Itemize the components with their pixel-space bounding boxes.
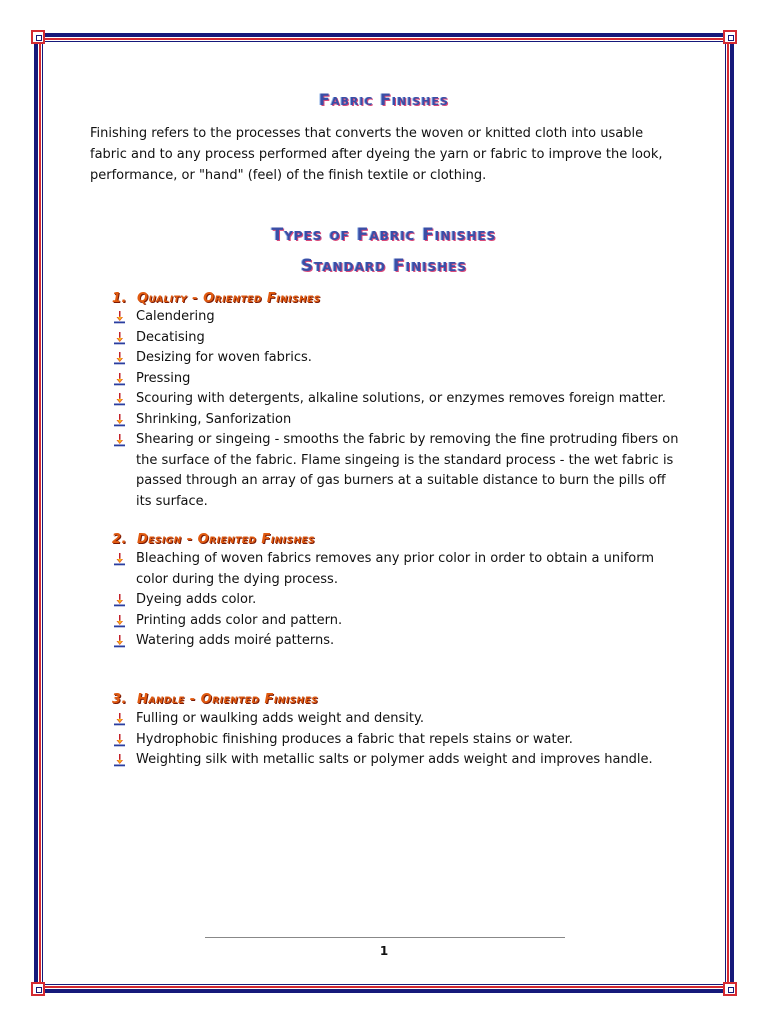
arrow-down-bullet-icon bbox=[113, 754, 126, 767]
arrow-down-bullet-icon bbox=[113, 713, 126, 726]
design-finishes-list bbox=[112, 549, 682, 652]
list-item: Dyeing adds color. bbox=[112, 590, 682, 611]
list-item: Hydrophobic finishing produces a fabric that repels stains or water. bbox=[112, 730, 682, 751]
page-number: 1 bbox=[379, 944, 389, 958]
section-number: 1. bbox=[112, 291, 127, 306]
arrow-down-bullet-icon bbox=[113, 734, 126, 747]
quality-finishes-list bbox=[112, 307, 682, 512]
list-item: Calendering bbox=[112, 307, 682, 328]
list-item: Shearing or singeing - smooths the fabric by removing the fine protruding fibers on the surface of the fabric. Flame singeing is the standard process - the wet fabric is passed through an array of gas burners at a suitable distance to burn the pills off its surface. bbox=[112, 430, 682, 512]
corner-ornament-top-left bbox=[31, 30, 45, 44]
arrow-down-bullet-icon bbox=[113, 615, 126, 628]
arrow-down-bullet-icon bbox=[113, 635, 126, 648]
section-number: 2. bbox=[112, 532, 127, 547]
section-title: Quality - Oriented Finishes bbox=[136, 291, 321, 306]
arrow-down-bullet-icon bbox=[113, 373, 126, 386]
corner-ornament-bottom-left bbox=[31, 982, 45, 996]
arrow-down-bullet-icon bbox=[113, 434, 126, 447]
list-item: Watering adds moiré patterns. bbox=[112, 631, 682, 652]
list-item: Scouring with detergents, alkaline solutions, or enzymes removes foreign matter. bbox=[112, 389, 682, 410]
list-item: Weighting silk with metallic salts or polymer adds weight and improves handle. bbox=[112, 750, 682, 771]
arrow-down-bullet-icon bbox=[113, 594, 126, 607]
arrow-down-bullet-icon bbox=[113, 311, 126, 324]
standard-heading: Standard Finishes bbox=[300, 256, 468, 276]
types-heading: Types of Fabric Finishes bbox=[271, 225, 497, 245]
page-title: Fabric Finishes bbox=[319, 90, 449, 109]
arrow-down-bullet-icon bbox=[113, 414, 126, 427]
section-heading-quality bbox=[112, 291, 321, 306]
arrow-down-bullet-icon bbox=[113, 393, 126, 406]
section-heading-handle bbox=[112, 692, 318, 707]
arrow-down-bullet-icon bbox=[113, 352, 126, 365]
section-title: Design - Oriented Finishes bbox=[136, 532, 316, 547]
handle-finishes-list bbox=[112, 709, 682, 771]
list-item: Fulling or waulking adds weight and density. bbox=[112, 709, 682, 730]
list-item: Pressing bbox=[112, 369, 682, 390]
corner-ornament-top-right bbox=[723, 30, 737, 44]
list-item: Bleaching of woven fabrics removes any prior color in order to obtain a uniform color during the dying process. bbox=[112, 549, 682, 590]
arrow-down-bullet-icon bbox=[113, 332, 126, 345]
list-item: Decatising bbox=[112, 328, 682, 349]
corner-ornament-bottom-right bbox=[723, 982, 737, 996]
footer-rule bbox=[205, 937, 565, 938]
list-item: Desizing for woven fabrics. bbox=[112, 348, 682, 369]
section-number: 3. bbox=[112, 692, 127, 707]
arrow-down-bullet-icon bbox=[113, 553, 126, 566]
section-title: Handle - Oriented Finishes bbox=[136, 692, 319, 707]
section-heading-design bbox=[112, 532, 315, 547]
list-item: Shrinking, Sanforization bbox=[112, 410, 682, 431]
list-item: Printing adds color and pattern. bbox=[112, 611, 682, 632]
intro-paragraph: Finishing refers to the processes that converts the woven or knitted cloth into usable fabric and to any process performed after dyeing the yarn or fabric to improve the look, performance, or "hand" (feel) of the finish textile or clothing. bbox=[90, 126, 663, 183]
